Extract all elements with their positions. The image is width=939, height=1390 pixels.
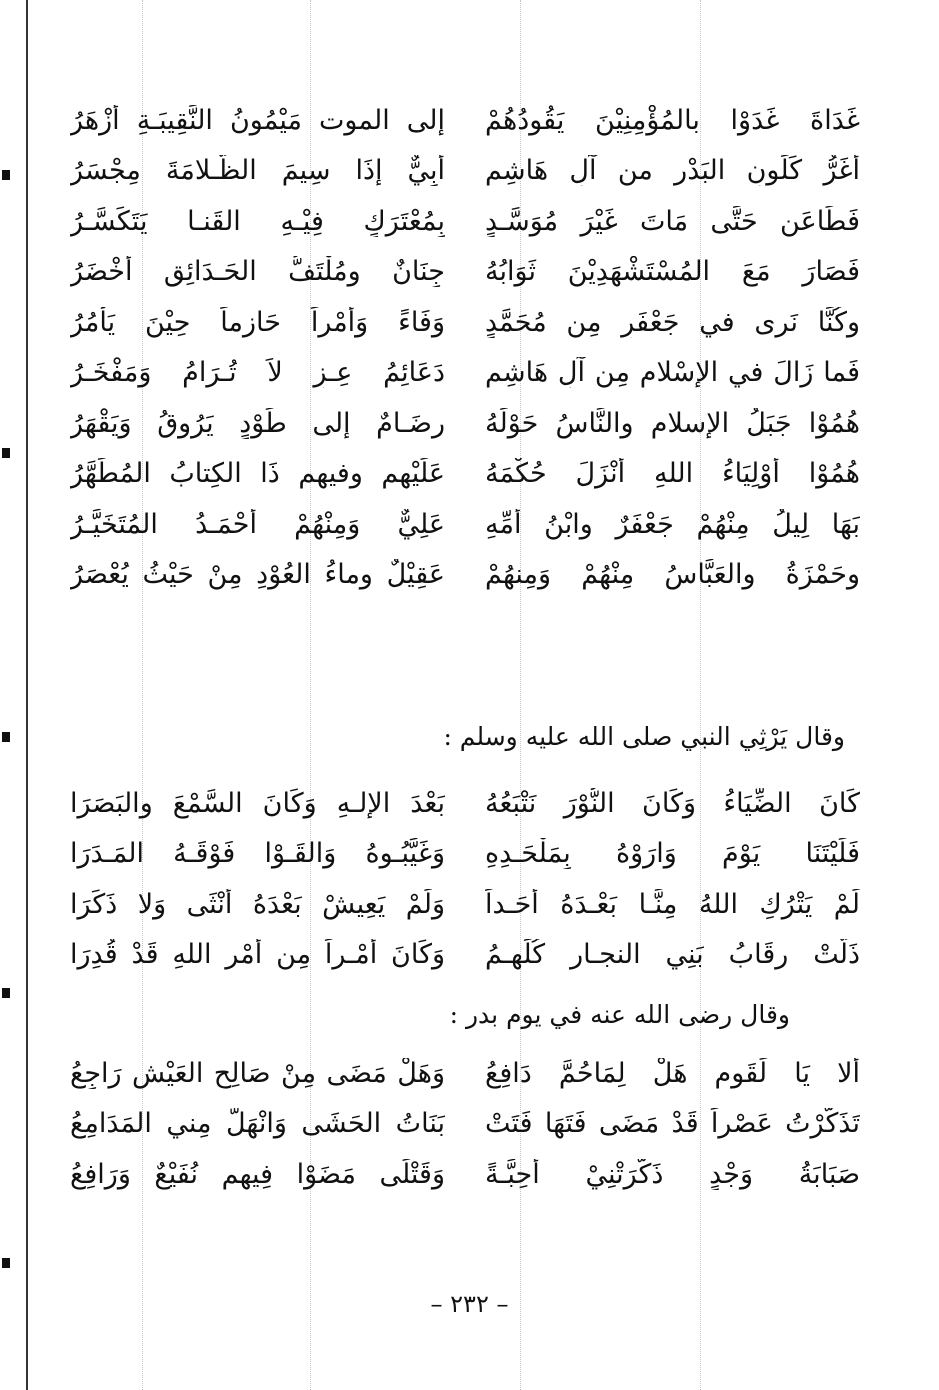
verse-line [70, 146, 860, 197]
first-hemistich: وحَمْزَةُ والعَبَّاسُ مِنْهُمْ وَمِنهُمْ [485, 559, 860, 591]
second-hemistich: عَقِيْلٌ وماءُ العُوْدِ مِنْ حَيْثُ يُعْصَرُ [70, 559, 445, 591]
second-hemistich: وَهَلْ مَضَى مِنْ صَالِحِ العَيْشِ رَاجِعُ [70, 1057, 445, 1089]
second-hemistich: أبِيٌّ إذَا سِيمَ الظُّـلامَةَ مِجْسَرُ [70, 155, 445, 187]
second-hemistich: جِنَانٌ ومُلْتَفُّ الحَـدَائِقِ أخْضَرُ [70, 256, 445, 288]
verse-line [70, 499, 860, 550]
first-hemistich: فَطَاعَن حَتَّى مَاتَ غَيْرَ مُوَسَّـدٍ [485, 205, 860, 237]
verse-line [70, 1048, 860, 1099]
first-hemistich: فَصَارَ مَعَ المُسْتَشْهَدِيْنَ ثَوَابُهُ [485, 256, 860, 288]
second-hemistich: دَعَائِمُ عِـزٍ لاَ تُـرَامُ وَمَفْخَـرُ [70, 357, 445, 389]
verse-line [70, 879, 860, 930]
verse-line [70, 398, 860, 449]
scan-marker [2, 732, 10, 742]
section-intro: وقال يَرْثِي النبي صلى الله عليه وسلم : [443, 722, 845, 751]
verse-line [70, 550, 860, 601]
second-hemistich: وَغَيَّبُـوهُ وَالقَـوْا فَوْقَـهُ المَـدَرَا [70, 838, 445, 870]
first-hemistich: صَبَابَةُ وَجْدٍ ذَكَّرَتْنِيْ أَحِبَّـةً [485, 1158, 860, 1190]
first-hemistich: كَانَ الضِّيَاءُ وَكَانَ النُّوْرَ نَتْبَعُهُ [485, 787, 860, 819]
verse-line [70, 1099, 860, 1150]
first-hemistich: لَمْ يَتْرُكِ اللهُ مِنَّـا بَعْـدَهُ أَحَـداً [485, 888, 860, 920]
first-hemistich: ذَلَّتْ رِقَابُ بَنِي النجـارِ كُلِّهِـمُ [485, 939, 860, 971]
poem-block-2 [70, 778, 860, 980]
second-hemistich: وَفَاءً وَأمْراً حَازِماً حِيْنَ يَأْمُرُ [70, 306, 445, 338]
second-hemistich: وَلَمْ يَعِيشْ بَعْدَهُ أُنْثَى وَلا ذَكَرَا [70, 888, 445, 920]
second-hemistich: عَلَيْهِم وفيهم ذَا الكِتابُ المُطَهَّرُ [70, 458, 445, 490]
first-hemistich: هُمُوْا جَبَلُ الإسلامِ والنَّاسُ حَوْلَهُ [485, 407, 860, 439]
second-hemistich: بَنَاتُ الحَشَى وَانْهَلَّ مِني المَدَامِعُ [70, 1108, 445, 1140]
verse-line [70, 348, 860, 399]
first-hemistich: هُمُوْا أَوْلِيَاءُ اللهِ أَنْزَلَ حُكْمَهُ [485, 458, 860, 490]
page-edge-line [26, 0, 28, 1390]
verse-line [70, 247, 860, 298]
page-number: – ٢٣٢ – [430, 1290, 509, 1318]
section-intro: وقال رضى الله عنه في يوم بدر : [449, 1000, 790, 1029]
first-hemistich: تَذَكَّرْتُ عَصْراً قَدْ مَضَى فَتَهَا فَتَتْ [485, 1108, 860, 1140]
second-hemistich: بِمُعْتَرَكٍ فِيْـهِ القَنـا يَتَكَسَّـرُ [70, 205, 445, 237]
verse-line [70, 449, 860, 500]
scan-marker [2, 448, 10, 458]
first-hemistich: فَلَيْتَنَا يَوْمَ وَارَوْهُ بِمَلْحَـدِهِ [485, 838, 860, 870]
second-hemistich: وَكَانَ أَمْـراً مِن أَمْرِ اللهِ قَدْ قُدِرَا [70, 939, 445, 971]
verse-line [70, 95, 860, 146]
scan-marker [2, 1258, 10, 1268]
poem-block-3 [70, 1048, 860, 1200]
verse-line [70, 829, 860, 880]
verse-line [70, 196, 860, 247]
first-hemistich: غَدَاةَ غَدَوْا بالمُؤْمِنِيْنَ يَقُودُهُمْ [485, 104, 860, 136]
second-hemistich: عَلِيٌّ وَمِنْهُمْ أَحْمَـدُ المُتَخَيَّـرُ [70, 508, 445, 540]
scan-marker [2, 988, 10, 998]
first-hemistich: بَهَا لِيلُ مِنْهُمْ جَعْفَرٌ وابْنُ أُمِّهِ [485, 508, 860, 540]
verse-line [70, 1149, 860, 1200]
verse-line [70, 297, 860, 348]
second-hemistich: رِضَـامٌ إلى طَوْدٍ يَرُوقُ وَيَقْهَرُ [70, 407, 445, 439]
first-hemistich: أَلا يَا لَقَومٍ هَلْ لِمَاحُمَّ دَافِعُ [485, 1057, 860, 1089]
second-hemistich: وَقَتْلَى مَضَوْا فِيهم نُفَيْعٌ وَرَافِعُ [70, 1158, 445, 1190]
first-hemistich: وكُنَّا نَرى في جَعْفَرٍ مِن مُحَمَّدٍ [485, 306, 860, 338]
second-hemistich: إلى الموت مَيْمُونُ النَّقِيبَـةِ أزْهَرُ [70, 104, 445, 136]
first-hemistich: أغَرُّ كَلَونِ البَدْرِ من آلِ هَاشِمٍ [485, 155, 860, 187]
verse-line [70, 930, 860, 981]
verse-line [70, 778, 860, 829]
first-hemistich: فَما زَالَ في الإسْلامِ مِن آلِ هَاشِمٍ [485, 357, 860, 389]
scan-marker [2, 170, 10, 180]
second-hemistich: بَعْدَ الإلـهِ وَكَانَ السَّمْعَ والبَصَرَا [70, 787, 445, 819]
poem-block-1 [70, 95, 860, 600]
